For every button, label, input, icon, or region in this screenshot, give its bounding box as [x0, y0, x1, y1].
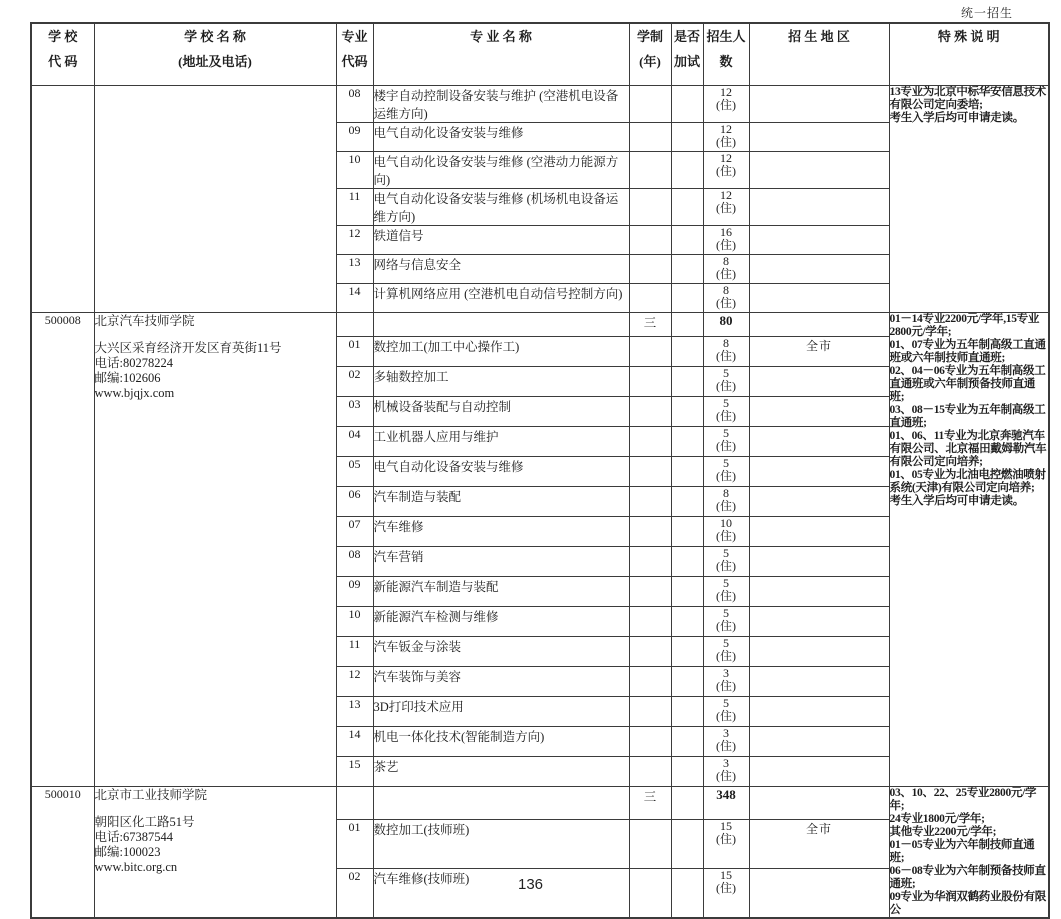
add-test-cell: [671, 517, 703, 547]
header-school-name: 学 校 名 称 (地址及电话): [94, 23, 336, 86]
major-name-cell: 多轴数控加工: [373, 367, 629, 397]
region-cell: [749, 487, 889, 517]
major-code-cell: 02: [336, 869, 373, 919]
enroll-count-value: 15: [720, 868, 732, 882]
boarding-label: (住): [716, 439, 736, 453]
header-add-test: 是否 加试: [671, 23, 703, 86]
major-name-cell: 汽车装饰与美容: [373, 667, 629, 697]
school-address-line: 电话:80278224: [94, 356, 173, 370]
years-cell: [629, 152, 671, 189]
special-note-line: 09专业为华润双鹤药业股份有限公: [889, 891, 1046, 916]
major-code-cell: 01: [336, 337, 373, 367]
enroll-count-cell: [703, 547, 749, 577]
major-code-cell: 08: [336, 86, 373, 123]
boarding-label: (住): [716, 709, 736, 723]
add-test-cell: [671, 189, 703, 226]
special-note-cell: [889, 313, 1049, 787]
boarding-label: (住): [716, 98, 736, 112]
major-name-cell: 电气自动化设备安装与维修 (空港动力能源方向): [373, 152, 629, 189]
add-test-cell: [671, 427, 703, 457]
major-code-cell: 11: [336, 189, 373, 226]
enroll-count-cell: [703, 397, 749, 427]
region-cell: [749, 367, 889, 397]
boarding-label: (住): [716, 201, 736, 215]
enroll-count-cell: [703, 697, 749, 727]
header-region: 招 生 地 区: [749, 23, 889, 86]
header-major-code: 专业 代码: [336, 23, 373, 86]
major-code-cell: 07: [336, 517, 373, 547]
region-cell: [749, 152, 889, 189]
add-test-cell: [671, 457, 703, 487]
enroll-count-cell: [703, 152, 749, 189]
enroll-count-cell: [703, 226, 749, 255]
years-cell: [629, 397, 671, 427]
school-code-cell: 500008: [31, 313, 94, 787]
years-cell: [629, 457, 671, 487]
boarding-label: (住): [716, 469, 736, 483]
total-enroll-count: 348: [716, 787, 736, 802]
boarding-label: (住): [716, 881, 736, 895]
boarding-label: (住): [716, 769, 736, 783]
header-enroll-count: 招生人数: [703, 23, 749, 86]
enroll-count-value: 12: [720, 188, 732, 202]
major-name-cell: 新能源汽车制造与装配: [373, 577, 629, 607]
region-cell: [749, 123, 889, 152]
enroll-count-cell: [703, 457, 749, 487]
special-note-line: 03、08－15专业为五年制高级工直通班;: [889, 404, 1046, 429]
major-name-cell: 汽车维修(技师班): [373, 869, 629, 919]
enroll-count-value: 5: [723, 636, 729, 650]
major-code-cell: 13: [336, 697, 373, 727]
enroll-count-cell: [703, 727, 749, 757]
special-note-line: 考生入学后均可申请走读。: [889, 495, 1024, 507]
school-name: 北京市工业技师学院: [94, 788, 208, 802]
school-address-line: 电话:67387544: [94, 830, 173, 844]
enroll-count-cell: [703, 819, 749, 868]
school-address-line: www.bjqjx.com: [94, 386, 175, 400]
years-cell: [629, 367, 671, 397]
major-code-cell: 08: [336, 547, 373, 577]
years-cell: 三: [629, 313, 671, 337]
special-note-line: 13专业为北京中标华安信息技术有限公司定向委培;: [889, 86, 1046, 111]
boarding-label: (住): [716, 135, 736, 149]
major-code-cell: 12: [336, 226, 373, 255]
enroll-count-value: 5: [723, 456, 729, 470]
special-note-line: 01、06、11专业为北京奔驰汽车有限公司、北京福田戴姆勒汽车有限公司定向培养;: [889, 430, 1047, 468]
years-cell: [629, 667, 671, 697]
region-cell: [749, 607, 889, 637]
add-test-cell: [671, 123, 703, 152]
school-info-cell: [94, 313, 336, 787]
school-address-line: 邮编:100023: [94, 845, 161, 859]
special-note-line: 考生入学后均可申请走读。: [889, 112, 1024, 124]
major-name-cell: 新能源汽车检测与维修: [373, 607, 629, 637]
major-code-cell: [336, 787, 373, 820]
boarding-label: (住): [716, 739, 736, 753]
region-cell: [749, 667, 889, 697]
add-test-cell: [671, 667, 703, 697]
region-cell: 全市: [749, 819, 889, 868]
major-name-cell: 3D打印技术应用: [373, 697, 629, 727]
boarding-label: (住): [716, 559, 736, 573]
special-note-cell: [889, 787, 1049, 919]
add-test-cell: [671, 547, 703, 577]
major-name-cell: 汽车营销: [373, 547, 629, 577]
special-note-line: 01、07专业为五年制高级工直通班或六年制技师直通班;: [889, 339, 1046, 364]
region-cell: [749, 547, 889, 577]
years-cell: [629, 189, 671, 226]
region-cell: [749, 313, 889, 337]
enroll-count-cell: [703, 517, 749, 547]
school-code-cell: 500010: [31, 787, 94, 919]
major-name-cell: 汽车维修: [373, 517, 629, 547]
major-code-cell: 04: [336, 427, 373, 457]
total-enroll-count: 80: [719, 313, 733, 328]
add-test-cell: [671, 757, 703, 787]
enroll-count-value: 8: [723, 336, 729, 350]
major-code-cell: 01: [336, 819, 373, 868]
region-cell: 全市: [749, 337, 889, 367]
major-name-cell: 计算机网络应用 (空港机电自动信号控制方向): [373, 284, 629, 313]
enroll-count-cell: [703, 337, 749, 367]
special-note-line: 03、10、22、25专业2800元/学年;: [889, 787, 1037, 812]
years-cell: [629, 284, 671, 313]
add-test-cell: [671, 819, 703, 868]
school-address-line: 大兴区采育经济开发区育英街11号: [94, 341, 282, 355]
boarding-label: (住): [716, 238, 736, 252]
page-corner-label: 统一招生: [960, 6, 1013, 20]
enroll-count-value: 10: [720, 516, 732, 530]
years-cell: [629, 819, 671, 868]
enroll-count-value: 5: [723, 426, 729, 440]
add-test-cell: [671, 313, 703, 337]
enroll-count-cell: [703, 427, 749, 457]
special-note-line: 02、04－06专业为五年制高级工直通班或六年制预备技师直通班;: [889, 365, 1046, 403]
major-name-cell: 数控加工(加工中心操作工): [373, 337, 629, 367]
add-test-cell: [671, 397, 703, 427]
school-address-line: www.bitc.org.cn: [94, 860, 178, 874]
major-code-cell: 14: [336, 727, 373, 757]
header-school-code: 学 校 代 码: [31, 23, 94, 86]
region-cell: [749, 787, 889, 820]
major-code-cell: 02: [336, 367, 373, 397]
add-test-cell: [671, 337, 703, 367]
enroll-count-value: 3: [723, 666, 729, 680]
special-note-line: 24专业1800元/学年;: [889, 813, 985, 825]
summary-row: [31, 787, 1049, 820]
enroll-count-cell: [703, 123, 749, 152]
special-note-line: 其他专业2200元/学年;: [889, 826, 997, 838]
years-cell: [629, 727, 671, 757]
school-name: 北京汽车技师学院: [94, 314, 195, 328]
boarding-label: (住): [716, 679, 736, 693]
boarding-label: (住): [716, 589, 736, 603]
boarding-label: (住): [716, 649, 736, 663]
major-name-cell: 机电一体化技术(智能制造方向): [373, 727, 629, 757]
boarding-label: (住): [716, 409, 736, 423]
enroll-count-value: 8: [723, 283, 729, 297]
years-cell: [629, 86, 671, 123]
boarding-label: (住): [716, 164, 736, 178]
boarding-label: (住): [716, 379, 736, 393]
enroll-count-value: 8: [723, 254, 729, 268]
enroll-count-cell: [703, 577, 749, 607]
region-cell: [749, 255, 889, 284]
enroll-count-cell: [703, 637, 749, 667]
major-code-cell: 05: [336, 457, 373, 487]
major-name-cell: 数控加工(技师班): [373, 819, 629, 868]
add-test-cell: [671, 487, 703, 517]
enroll-count-value: 5: [723, 606, 729, 620]
major-code-cell: [336, 313, 373, 337]
major-name-cell: 工业机器人应用与维护: [373, 427, 629, 457]
major-name-cell: 茶艺: [373, 757, 629, 787]
years-cell: 三: [629, 787, 671, 820]
years-cell: [629, 607, 671, 637]
major-name-cell: 机械设备装配与自动控制: [373, 397, 629, 427]
school-info-cell: [94, 86, 336, 313]
enroll-count-value: 12: [720, 151, 732, 165]
boarding-label: (住): [716, 499, 736, 513]
years-cell: [629, 577, 671, 607]
school-code-cell: [31, 86, 94, 313]
school-info-cell: [94, 787, 336, 919]
years-cell: [629, 547, 671, 577]
enroll-count-value: 5: [723, 396, 729, 410]
school-address-line: 邮编:102606: [94, 371, 161, 385]
region-cell: [749, 226, 889, 255]
add-test-cell: [671, 697, 703, 727]
region-cell: [749, 577, 889, 607]
years-cell: [629, 697, 671, 727]
special-note-line: 01－14专业2200元/学年,15专业2800元/学年;: [889, 313, 1040, 338]
enroll-count-cell: [703, 255, 749, 284]
major-name-cell: 网络与信息安全: [373, 255, 629, 284]
major-name-cell: [373, 787, 629, 820]
major-name-cell: 电气自动化设备安装与维修: [373, 457, 629, 487]
add-test-cell: [671, 367, 703, 397]
boarding-label: (住): [716, 619, 736, 633]
region-cell: [749, 457, 889, 487]
major-code-cell: 09: [336, 577, 373, 607]
region-cell: [749, 697, 889, 727]
major-code-cell: 06: [336, 487, 373, 517]
region-cell: [749, 727, 889, 757]
add-test-cell: [671, 284, 703, 313]
enroll-count-value: 5: [723, 576, 729, 590]
enroll-count-value: 5: [723, 546, 729, 560]
add-test-cell: [671, 637, 703, 667]
major-code-cell: 10: [336, 152, 373, 189]
add-test-cell: [671, 727, 703, 757]
years-cell: [629, 487, 671, 517]
boarding-label: (住): [716, 296, 736, 310]
major-name-cell: [373, 313, 629, 337]
page-number: 136: [517, 876, 544, 893]
special-note-line: 06－08专业为六年制预备技师直通班;: [889, 865, 1046, 890]
header-row: [31, 23, 1049, 86]
table-body: [31, 86, 1049, 919]
enroll-count-value: 15: [720, 819, 732, 833]
admissions-table: [30, 22, 1050, 919]
add-test-cell: [671, 226, 703, 255]
major-name-cell: 楼宇自动控制设备安装与维护 (空港机电设备运维方向): [373, 86, 629, 123]
major-code-cell: 15: [336, 757, 373, 787]
summary-row: [31, 313, 1049, 337]
special-note-cell: [889, 86, 1049, 313]
header-major-name: 专 业 名 称: [373, 23, 629, 86]
enroll-count-value: 5: [723, 696, 729, 710]
major-code-cell: 03: [336, 397, 373, 427]
region-cell: [749, 517, 889, 547]
header-years: 学制 (年): [629, 23, 671, 86]
enroll-count-cell: [703, 367, 749, 397]
add-test-cell: [671, 152, 703, 189]
major-name-cell: 汽车制造与装配: [373, 487, 629, 517]
region-cell: [749, 189, 889, 226]
add-test-cell: [671, 577, 703, 607]
enroll-count-cell: [703, 757, 749, 787]
enroll-count-cell: [703, 487, 749, 517]
enroll-count-cell: [703, 86, 749, 123]
header-special-note: 特 殊 说 明: [889, 23, 1049, 86]
boarding-label: (住): [716, 831, 736, 846]
major-code-cell: 09: [336, 123, 373, 152]
region-cell: [749, 637, 889, 667]
major-code-cell: 14: [336, 284, 373, 313]
years-cell: [629, 517, 671, 547]
years-cell: [629, 757, 671, 787]
enroll-count-value: 3: [723, 756, 729, 770]
major-name-cell: 电气自动化设备安装与维修: [373, 123, 629, 152]
add-test-cell: [671, 86, 703, 123]
enroll-count-value: 8: [723, 486, 729, 500]
enroll-count-cell: [703, 607, 749, 637]
major-name-cell: 汽车钣金与涂装: [373, 637, 629, 667]
enroll-count-cell: [703, 313, 749, 337]
region-cell: [749, 397, 889, 427]
region-cell: [749, 284, 889, 313]
years-cell: [629, 637, 671, 667]
enroll-count-value: 3: [723, 726, 729, 740]
years-cell: [629, 226, 671, 255]
major-code-cell: 11: [336, 637, 373, 667]
boarding-label: (住): [716, 267, 736, 281]
region-cell: [749, 86, 889, 123]
school-address-line: 朝阳区化工路51号: [94, 815, 195, 829]
years-cell: [629, 337, 671, 367]
major-name-cell: 铁道信号: [373, 226, 629, 255]
enroll-count-value: 16: [720, 225, 732, 239]
add-test-cell: [671, 607, 703, 637]
enroll-count-value: 12: [720, 85, 732, 99]
enroll-count-value: 12: [720, 122, 732, 136]
enroll-count-cell: [703, 189, 749, 226]
major-code-cell: 10: [336, 607, 373, 637]
enroll-count-cell: [703, 787, 749, 820]
major-code-cell: 13: [336, 255, 373, 284]
table-row: [31, 86, 1049, 123]
years-cell: [629, 255, 671, 284]
special-note-line: 01－05专业为六年制技师直通班;: [889, 839, 1035, 864]
boarding-label: (住): [716, 529, 736, 543]
add-test-cell: [671, 255, 703, 284]
region-cell: [749, 427, 889, 457]
enroll-count-cell: [703, 284, 749, 313]
enroll-count-value: 5: [723, 366, 729, 380]
region-cell: [749, 757, 889, 787]
major-name-cell: 电气自动化设备安装与维修 (机场机电设备运维方向): [373, 189, 629, 226]
years-cell: [629, 427, 671, 457]
enroll-count-cell: [703, 667, 749, 697]
school-address: [95, 341, 336, 401]
years-cell: [629, 123, 671, 152]
special-note-line: 01、05专业为北油电控燃油喷射系统(天津)有限公司定向培养;: [889, 469, 1046, 494]
boarding-label: (住): [716, 349, 736, 363]
add-test-cell: [671, 787, 703, 820]
school-address: [95, 815, 336, 875]
major-code-cell: 12: [336, 667, 373, 697]
